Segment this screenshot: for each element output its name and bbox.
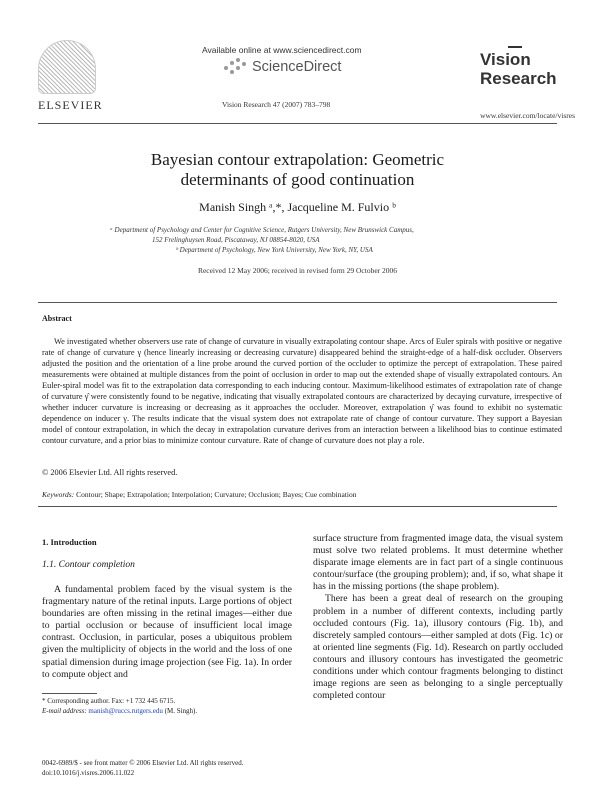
article-title [60, 150, 535, 190]
footnote [42, 697, 292, 716]
title-line-1: Bayesian contour extrapolation: Geometric [150, 150, 445, 169]
abstract-heading: Abstract [42, 314, 72, 323]
elsevier-tree-icon [38, 40, 96, 94]
elsevier-logo [38, 40, 103, 112]
keywords-label: Keywords: [42, 490, 75, 499]
journal-url[interactable]: www.elsevier.com/locate/visres [480, 111, 575, 120]
email-line [42, 707, 292, 717]
keywords [42, 490, 562, 499]
footnote-rule [42, 693, 97, 694]
email-label: E-mail address: [42, 706, 87, 715]
available-online[interactable]: Available online at www.sciencedirect.com [202, 45, 362, 55]
journal-logo [480, 46, 570, 88]
sciencedirect-logo[interactable] [224, 58, 341, 76]
keywords-list: Contour; Shape; Extrapolation; Interpolation; Curvature; Occlusion; Bayes; Cue combination [76, 490, 357, 499]
left-paragraph: A fundamental problem faced by the visual system is the fragmentary nature of the retinal inputs. Large portions of object boundaries are often missing in the retinal images—either due to partial occlusion or because of insufficient local image contrast. Occlusion, in particular, poses a ubiquitous problem given the multiplicity of objects in the world and the loss of one spatial dimension during image projection (see Fig. 1a). In order to compute object and [42, 584, 292, 680]
header-rule [38, 123, 557, 124]
title-line-2: determinants of good continuation [180, 170, 415, 189]
right-paragraph-2: There has been a great deal of research on the grouping problem in a number of different contexts, including partly occluded contours (Fig. 1a), illusory contours (Fig. 1b), and discretely sampled contours—either sampled at dots (Fig. 1c) or at oriented line segments (Fig. 1d). Research on partly occluded contours and illusory contours has investigated the geometric conditions under which contour fragments belonging to distinct image regions are seen as belonging to a single perceptually completed contour [313, 593, 563, 702]
email-suffix: (M. Singh). [164, 706, 198, 715]
affiliation-a-line2: 152 Frelinghuysen Road, Piscataway, NJ 08854-8020, USA [152, 236, 320, 244]
received-dates: Received 12 May 2006; received in revised form 29 October 2006 [197, 266, 398, 275]
affiliation-a-line1: ᵃ Department of Psychology and Center for Cognitive Science, Rutgers University, New Brunswick Campus, [110, 226, 414, 234]
journal-logo-line1: Vision [480, 50, 531, 69]
left-column [42, 584, 292, 681]
abstract-copyright: © 2006 Elsevier Ltd. All rights reserved. [42, 468, 178, 477]
section-heading: 1. Introduction [42, 537, 97, 547]
doi-line[interactable]: doi:10.1016/j.visres.2006.11.022 [42, 769, 135, 777]
publisher-name: ELSEVIER [38, 98, 103, 112]
right-paragraph-1: surface structure from fragmented image data, the visual system must solve two related problems. It must determine whether disparate image elements are in fact part of a single continuous contour/surface (the grouping problem); and, if so, what shape it has in the missing portions (the shape problem). [313, 533, 563, 593]
abstract-text: We investigated whether observers use rate of change of curvature in visually extrapolating contour shape. Arcs of Euler spirals with positive or negative rate of change of curvature γ (hence linearly increasing or decreasing curvature) disappeared behind the straight-edge of a half-disk occluder. Observers adjusted the position and the orientation of a line probe around the curved portion of the occluder to optimize the percept of extrapolation. These paired measurements were obtained at multiple distances from the point of occlusion in order to map out the extended shape of visually extrapolated contours. An Euler-spiral model was fit to the extrapolation data corresponding to each inducing contour. Maximum-likelihood estimates of extrapolation rate of change of curvature γ̂ were consistently found to be negative, indicating that visually extrapolated contours are characterized by decaying curvature, irrespective of whether inducer curvature is increasing or decreasing as it approaches the occluder. Moreover, extrapolation γ̂ was found to exhibit no systematic dependence on inducer γ. The results indicate that the visual system does not extrapolate rate of change of contour curvature. They support a Bayesian model of contour extrapolation, in which the decay in extrapolation curvature derives from an interaction between a likelihood bias to continue estimated contour curvature, and a prior bias to minimize contour curvature. Rate of change of curvature does not play a role. [42, 337, 562, 445]
email-link[interactable]: manish@ruccs.rutgers.edu [88, 706, 163, 715]
abstract-bottom-rule [38, 506, 557, 507]
page-footer [42, 758, 342, 778]
sciencedirect-dots-icon [224, 58, 246, 76]
abstract-top-rule [38, 302, 557, 303]
corresponding-author: * Corresponding author. Fax: +1 732 445 6715. [42, 697, 176, 705]
right-column [313, 533, 563, 702]
sciencedirect-wordmark: ScienceDirect [252, 59, 342, 75]
authors: Manish Singh ᵃ,*, Jacqueline M. Fulvio ᵇ [199, 200, 396, 214]
journal-logo-bar [508, 46, 522, 48]
subsection-heading: 1.1. Contour completion [42, 560, 135, 570]
affiliation-b: ᵇ Department of Psychology, New York University, New York, NY, USA [176, 246, 373, 254]
journal-citation: Vision Research 47 (2007) 783–798 [222, 100, 331, 109]
issn-line: 0042-6989/$ - see front matter © 2006 Elsevier Ltd. All rights reserved. [42, 759, 244, 767]
abstract-body [42, 336, 562, 446]
journal-logo-line2: Research [480, 69, 557, 88]
